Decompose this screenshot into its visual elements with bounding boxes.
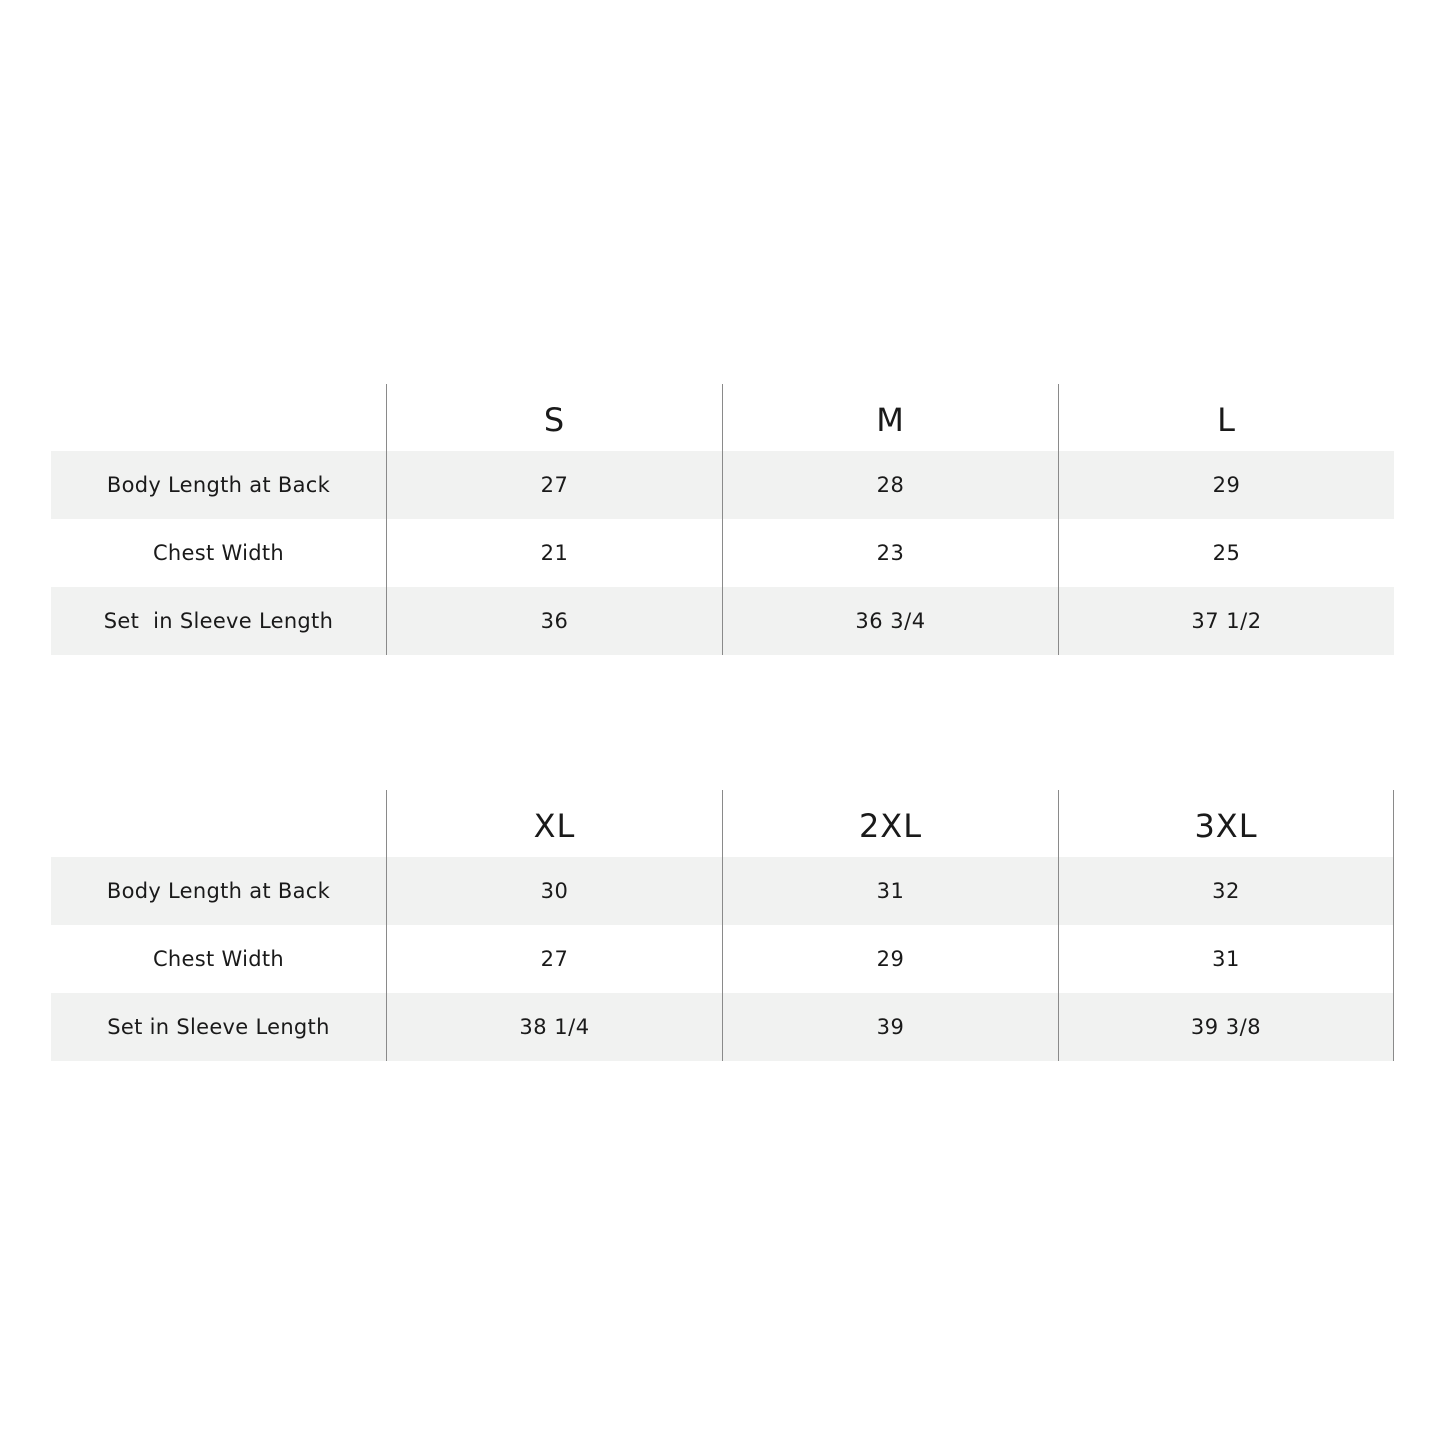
value-cell: [386, 587, 722, 655]
value-cell: [386, 857, 722, 925]
measurement-label: Chest Width: [152, 947, 285, 971]
value-cell: [1058, 925, 1394, 993]
value-cell: [1058, 451, 1394, 519]
value-cell: [722, 993, 1058, 1061]
value-cell: [386, 519, 722, 587]
measurement-label-cell: [51, 519, 386, 587]
measurement-value: 39: [876, 1015, 905, 1039]
size-header-cell: [722, 384, 1058, 451]
size-label: XL: [533, 806, 576, 845]
measurement-value: 29: [876, 947, 905, 971]
measurement-value: 36 3/4: [855, 609, 926, 633]
size-chart-table-1: [51, 384, 1394, 655]
measurement-value: 23: [876, 541, 905, 565]
measurement-value: 29: [1212, 473, 1241, 497]
header-empty-cell: [51, 790, 386, 857]
measurement-value: 36: [540, 609, 569, 633]
measurement-value: 31: [1212, 947, 1240, 971]
value-cell: [1058, 993, 1394, 1061]
measurement-value: 37 1/2: [1191, 609, 1262, 633]
size-header-row: [51, 790, 1394, 857]
size-header-cell: [1058, 790, 1394, 857]
value-cell: [1058, 587, 1394, 655]
measurement-label: Set in Sleeve Length: [107, 1015, 330, 1039]
measurement-label-cell: [51, 451, 386, 519]
measurement-label-cell: [51, 857, 386, 925]
value-cell: [722, 925, 1058, 993]
measurement-value: 27: [540, 473, 569, 497]
size-label: L: [1217, 400, 1236, 439]
measurement-label-cell: [51, 993, 386, 1061]
size-header-cell: [386, 384, 722, 451]
size-header-cell: [722, 790, 1058, 857]
table-row: [51, 925, 1394, 993]
measurement-label-cell: [51, 587, 386, 655]
size-header-cell: [386, 790, 722, 857]
table-row: [51, 857, 1394, 925]
measurement-value: 39 3/8: [1190, 1015, 1262, 1039]
measurement-value: 27: [540, 947, 569, 971]
table-row: [51, 519, 1394, 587]
value-cell: [722, 857, 1058, 925]
measurement-label: Body Length at Back: [106, 473, 331, 497]
value-cell: [722, 519, 1058, 587]
table-row: [51, 993, 1394, 1061]
header-empty-cell: [51, 384, 386, 451]
measurement-value: 30: [540, 879, 569, 903]
value-cell: [386, 993, 722, 1061]
value-cell: [1058, 857, 1394, 925]
measurement-value: 21: [540, 541, 569, 565]
size-label: 2XL: [858, 806, 923, 845]
table-row: [51, 587, 1394, 655]
value-cell: [1058, 519, 1394, 587]
measurement-value: 25: [1212, 541, 1241, 565]
measurement-label: Chest Width: [152, 541, 285, 565]
value-cell: [386, 451, 722, 519]
measurement-label: Set in Sleeve Length: [103, 609, 334, 633]
size-header-row: [51, 384, 1394, 451]
value-cell: [722, 587, 1058, 655]
measurement-value: 28: [876, 473, 905, 497]
size-label: S: [543, 400, 566, 439]
measurement-value: 31: [876, 879, 905, 903]
size-header-cell: [1058, 384, 1394, 451]
table-row: [51, 451, 1394, 519]
size-chart-table-2: [51, 790, 1394, 1061]
measurement-label: Body Length at Back: [106, 879, 331, 903]
measurement-value: 38 1/4: [519, 1015, 590, 1039]
measurement-value: 32: [1212, 879, 1240, 903]
value-cell: [386, 925, 722, 993]
measurement-label-cell: [51, 925, 386, 993]
size-label: M: [876, 400, 905, 439]
value-cell: [722, 451, 1058, 519]
size-label: 3XL: [1194, 806, 1258, 845]
